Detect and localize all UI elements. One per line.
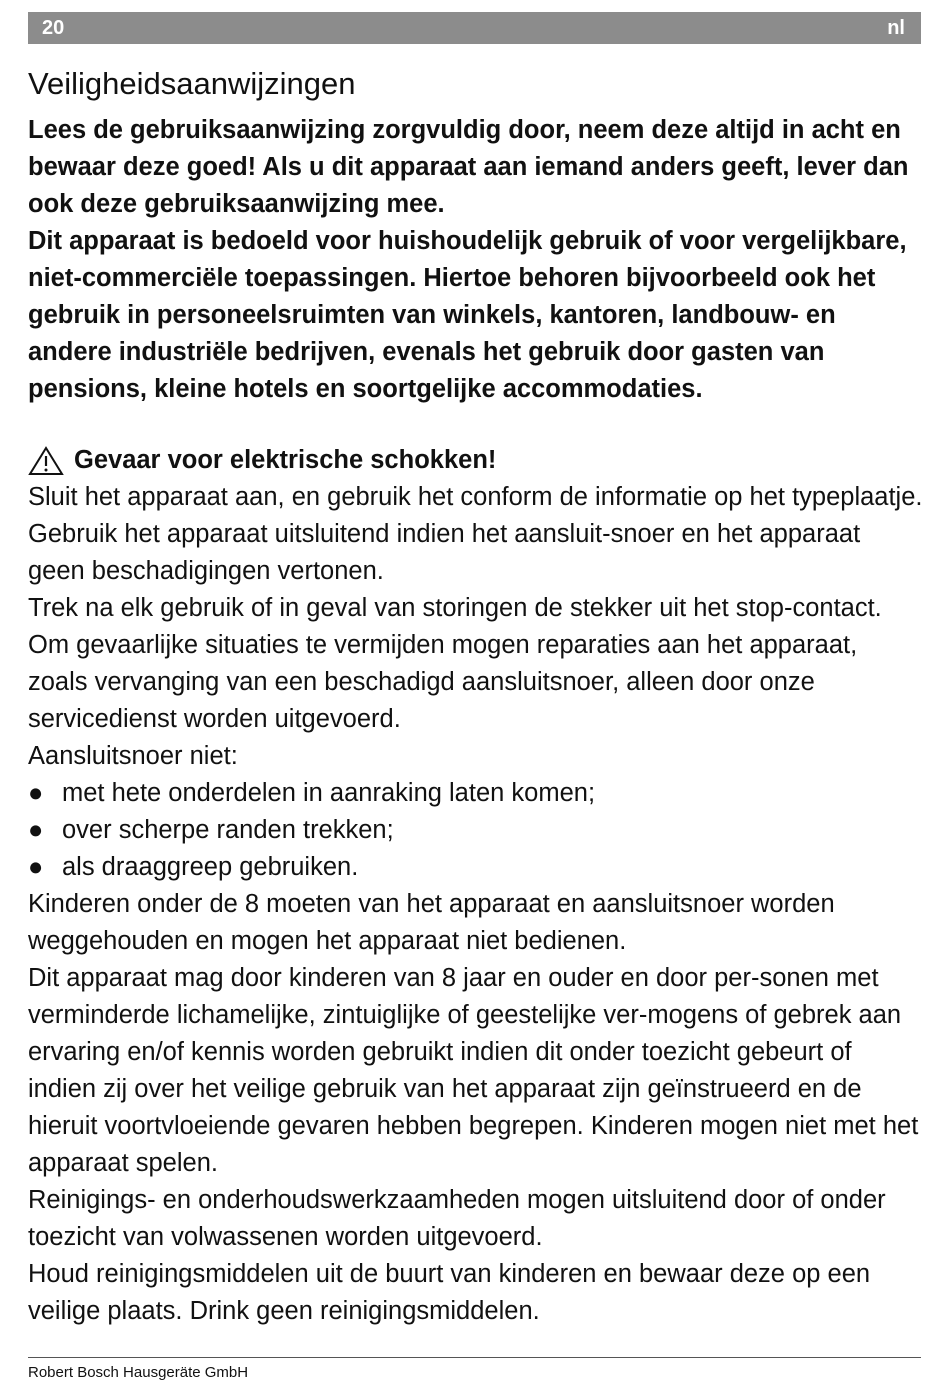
footer-company: Robert Bosch Hausgeräte GmbH bbox=[28, 1364, 249, 1381]
warning-triangle-icon bbox=[28, 446, 64, 476]
intro-paragraph-1: Lees de gebruiksaanwijzing zorgvuldig door, neem deze altijd in acht en bewaar deze goed! Als u dit apparaat aan iemand anders geeft, lever dan ook deze gebruiksaanwijzing mee. bbox=[28, 116, 909, 218]
paragraph: Houd reinigingsmiddelen uit de buurt van kinderen en bewaar deze op een veilige plaats. Drink geen reinigingsmiddelen. bbox=[28, 1260, 871, 1325]
list-item: ● met hete onderdelen in aanraking laten komen; bbox=[28, 775, 923, 812]
page-number: 20 bbox=[42, 17, 65, 39]
list-item: ● als draaggreep gebruiken. bbox=[28, 849, 923, 886]
page-header-bar bbox=[28, 12, 921, 44]
bullet-icon: ● bbox=[28, 853, 44, 881]
footer-divider bbox=[28, 1357, 921, 1358]
paragraph: Trek na elk gebruik of in geval van storingen de stekker uit het stop-contact. Om gevaarlijke situaties te vermijden mogen reparaties aan het apparaat, zoals vervanging van een beschadigd aansluitsnoer, alleen door onze servicedienst worden uitgevoerd. bbox=[28, 594, 882, 733]
bullet-list bbox=[28, 775, 923, 886]
section-title: Veiligheidsaanwijzingen bbox=[28, 66, 356, 101]
paragraph: Dit apparaat mag door kinderen van 8 jaar en ouder en door per-sonen met verminderde lichamelijke, zintuiglijke of geestelijke ver-mogens of gebrek aan ervaring en/of kennis worden gebruikt indien dit onder toezicht gebeurt of indien zij over het veilige gebruik van het apparaat zijn geïnstrueerd en de hieruit voortvloeiende gevaren hebben begrepen. Kinderen mogen niet met het apparaat spelen. bbox=[28, 964, 919, 1177]
list-item: ● over scherpe randen trekken; bbox=[28, 812, 923, 849]
paragraph: Reinigings- en onderhoudswerkzaamheden mogen uitsluitend door of onder toezicht van volwassenen worden uitgevoerd. bbox=[28, 1186, 886, 1251]
main-content bbox=[28, 64, 923, 1330]
paragraph: Aansluitsnoer niet: bbox=[28, 742, 238, 770]
warning-heading-row bbox=[28, 442, 923, 479]
paragraph: Sluit het apparaat aan, en gebruik het conform de informatie op het typeplaatje. Gebruik het apparaat uitsluitend indien het aansluit-snoer en het apparaat geen beschadigingen vertonen. bbox=[28, 483, 923, 585]
language-code: nl bbox=[887, 17, 905, 39]
bullet-icon: ● bbox=[28, 816, 44, 844]
intro-paragraph-2: Dit apparaat is bedoeld voor huishoudelijk gebruik of voor vergelijkbare, niet-commerciële toepassingen. Hiertoe behoren bijvoorbeeld ook het gebruik in personeelsruimten van winkels, kantoren, landbouw- en andere industriële bedrijven, evenals het gebruik door gasten van pensions, kleine hotels en soortgelijke accommodaties. bbox=[28, 227, 907, 403]
bullet-icon: ● bbox=[28, 779, 44, 807]
warning-heading: Gevaar voor elektrische schokken! bbox=[74, 446, 497, 474]
paragraph: Kinderen onder de 8 moeten van het apparaat en aansluitsnoer worden weggehouden en mogen het apparaat niet bedienen. bbox=[28, 890, 835, 955]
